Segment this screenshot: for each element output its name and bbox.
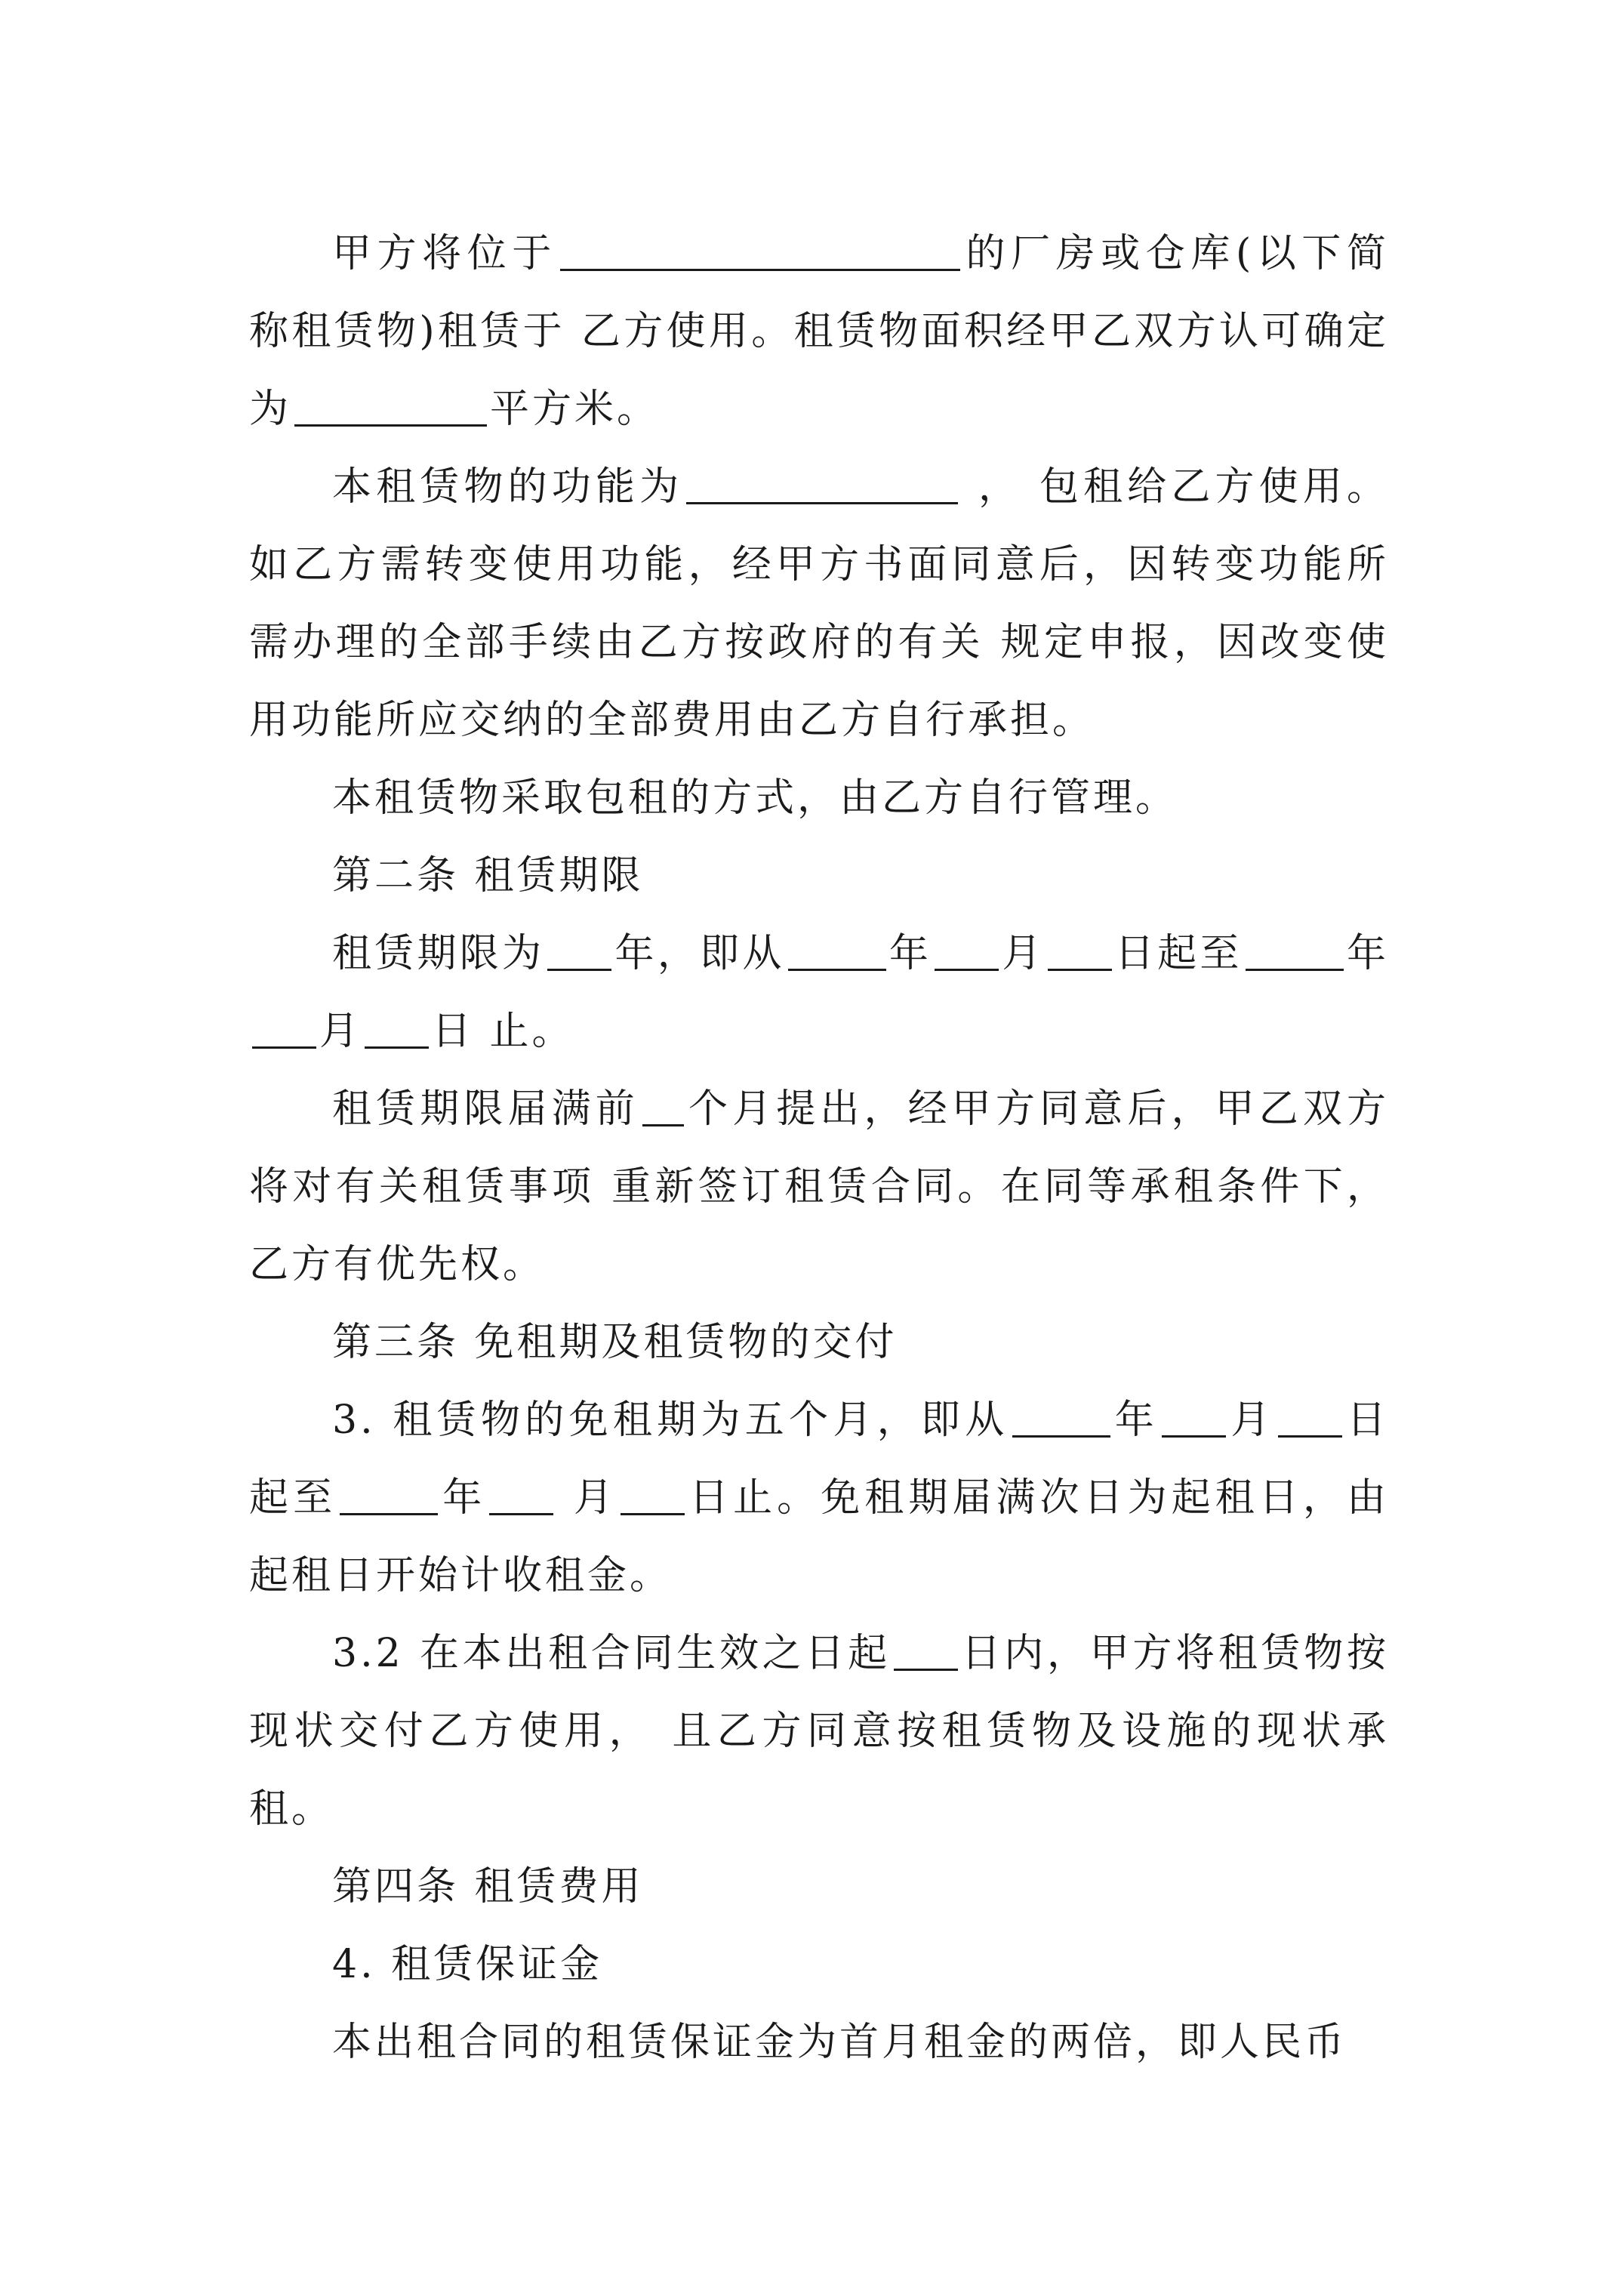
text: 年 (1346, 931, 1389, 976)
section-heading-2: 第二条 租赁期限 (332, 853, 644, 898)
blank-free-start-month (1162, 1396, 1226, 1438)
text: 3. 租赁物的免租期为五个月，即从 (332, 1398, 1009, 1443)
paragraph-term (249, 915, 1389, 1071)
paragraph-free-period (249, 1382, 1389, 1615)
text: 日内，甲方将租赁物按现状交付乙方使用， 且乙方同意按租赁物及设施的现状承租。 (249, 1631, 1389, 1832)
text: 本租赁物的功能为 (332, 464, 684, 510)
paragraph-delivery (249, 1615, 1389, 1848)
text: 月 (1002, 931, 1045, 976)
text: 日起至 (1114, 931, 1243, 976)
paragraph-deposit-title: 4. 租赁保证金 (332, 1942, 603, 1987)
blank-free-end-month (489, 1474, 553, 1515)
blank-start-day (1048, 929, 1112, 971)
text: 月 (556, 1475, 617, 1521)
document-body (249, 215, 1389, 2082)
text: 年 (888, 931, 932, 976)
text: 日起至 (249, 1398, 1389, 1521)
blank-years (547, 929, 611, 971)
text: 年，即从 (614, 931, 785, 976)
paragraph-deposit: 本出租合同的租赁保证金为首月租金的两倍，即人民币 (332, 2020, 1347, 2065)
text: 甲方将位于 (332, 231, 557, 276)
blank-delivery-days (894, 1629, 958, 1671)
paragraph-renewal (249, 1071, 1389, 1304)
blank-end-day (365, 1007, 429, 1049)
paragraph-management: 本租赁物采取包租的方式，由乙方自行管理。 (332, 775, 1178, 821)
blank-months (642, 1085, 684, 1126)
blank-area (294, 385, 487, 427)
text: 租赁期限届满前 (332, 1086, 639, 1132)
blank-free-end-day (621, 1474, 685, 1515)
text: 日止。免租期届满次日为起租日，由起租日开始计收租金。 (249, 1475, 1389, 1598)
blank-end-month (252, 1007, 316, 1049)
text: 的厂房或仓库(以下简称租赁物)租赁于 乙方使用。租赁物面积经甲乙双方认可确定为 (249, 231, 1389, 432)
blank-free-end-year (340, 1474, 438, 1515)
text: 租赁期限为 (332, 931, 545, 976)
paragraph-location (249, 215, 1389, 448)
text: 平方米。 (490, 387, 660, 432)
section-heading-3: 第三条 免租期及租赁物的交付 (332, 1320, 898, 1365)
section-heading-4: 第四条 租赁费用 (332, 1864, 644, 1909)
blank-free-start-day (1278, 1396, 1342, 1438)
blank-location (560, 230, 960, 271)
text: ， 包租给乙方使用。如乙方需转变使用功能，经甲方书面同意后，因转变功能所需办理的全部手续由乙方按政府的有关 规定申报，因改变使用功能所应交纳的全部费用由乙方自行承担。 (249, 464, 1389, 743)
blank-function (686, 463, 958, 504)
text: 月 (319, 1009, 362, 1054)
text: 个月提出，经甲方同意后，甲乙双方将对有关租赁事项 重新签订租赁合同。在同等承租条件下，乙方有优先权。 (249, 1086, 1389, 1287)
paragraph-function (249, 448, 1389, 760)
blank-start-year (788, 929, 886, 971)
blank-end-year (1246, 929, 1344, 971)
text: 3.2 在本出租合同生效之日起 (332, 1631, 891, 1676)
text: 年 (1113, 1398, 1160, 1443)
text: 年 (441, 1475, 487, 1521)
text: 月 (1229, 1398, 1275, 1443)
text: 日 止。 (432, 1009, 574, 1054)
blank-free-start-year (1012, 1396, 1110, 1438)
blank-start-month (935, 929, 999, 971)
